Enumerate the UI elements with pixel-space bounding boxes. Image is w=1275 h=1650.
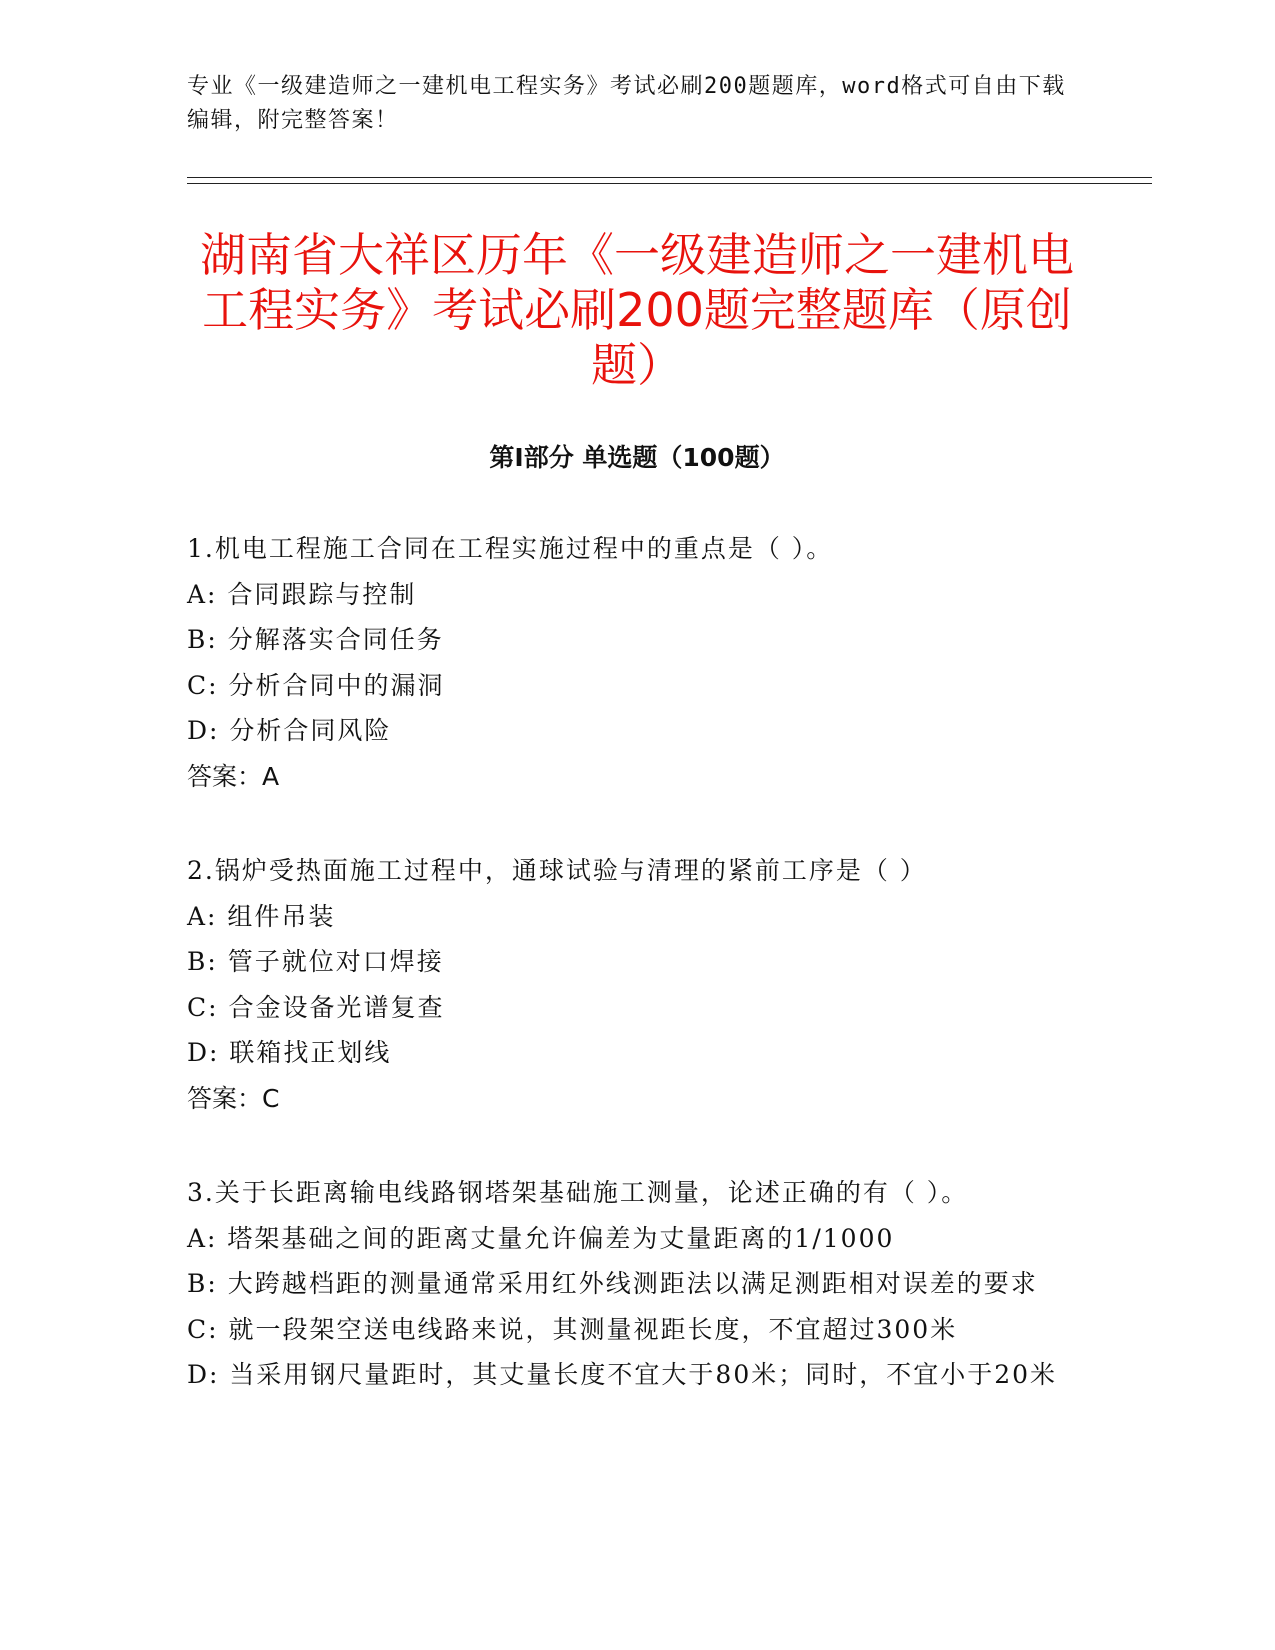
option-b: B: 管子就位对口焊接 xyxy=(187,947,444,976)
answer: 答案：C xyxy=(187,1083,280,1113)
answer: 答案：A xyxy=(187,761,280,791)
option-a: A: 合同跟踪与控制 xyxy=(187,579,417,609)
question-stem: 3.关于长距离输电线路钢塔架基础施工测量，论述正确的有（ ）。 xyxy=(187,1178,969,1207)
option-c: C: 合金设备光谱复查 xyxy=(187,992,445,1022)
option-c: C: 分析合同中的漏洞 xyxy=(187,670,445,700)
document-title: 湖南省大祥区历年《一级建造师之一建机电工程实务》考试必刷200题完整题库（原创题） xyxy=(200,228,1074,392)
question-stem: 1.机电工程施工合同在工程实施过程中的重点是（ ）。 xyxy=(187,534,834,563)
option-d: D: 分析合同风险 xyxy=(187,716,392,745)
question-stem: 2.锅炉受热面施工过程中，通球试验与清理的紧前工序是（ ） xyxy=(187,856,927,885)
option-a: A: 组件吊装 xyxy=(187,901,336,931)
option-a: A: 塔架基础之间的距离丈量允许偏差为丈量距离的1/1000 xyxy=(187,1223,895,1253)
option-b: B: 分解落实合同任务 xyxy=(187,625,444,654)
question-2 xyxy=(187,848,1067,1121)
option-d: D: 当采用钢尺量距时，其丈量长度不宜大于80米；同时，不宜小于20米 xyxy=(187,1360,1058,1389)
section-title: 第I部分 单选题（100题） xyxy=(489,443,785,472)
option-c: C: 就一段架空送电线路来说，其测量视距长度，不宜超过300米 xyxy=(187,1314,958,1344)
option-b: B: 大跨越档距的测量通常采用红外线测距法以满足测距相对误差的要求 xyxy=(187,1269,1038,1298)
question-1 xyxy=(187,526,1067,799)
question-3 xyxy=(187,1170,1067,1398)
header-divider-bottom xyxy=(187,183,1152,184)
header-divider-top xyxy=(187,177,1152,178)
header-note: 专业《一级建造师之一建机电工程实务》考试必刷200题题库，word格式可自由下载编辑，附完整答案！ xyxy=(187,74,1066,133)
question-list xyxy=(187,526,1067,1447)
option-d: D: 联箱找正划线 xyxy=(187,1038,392,1067)
